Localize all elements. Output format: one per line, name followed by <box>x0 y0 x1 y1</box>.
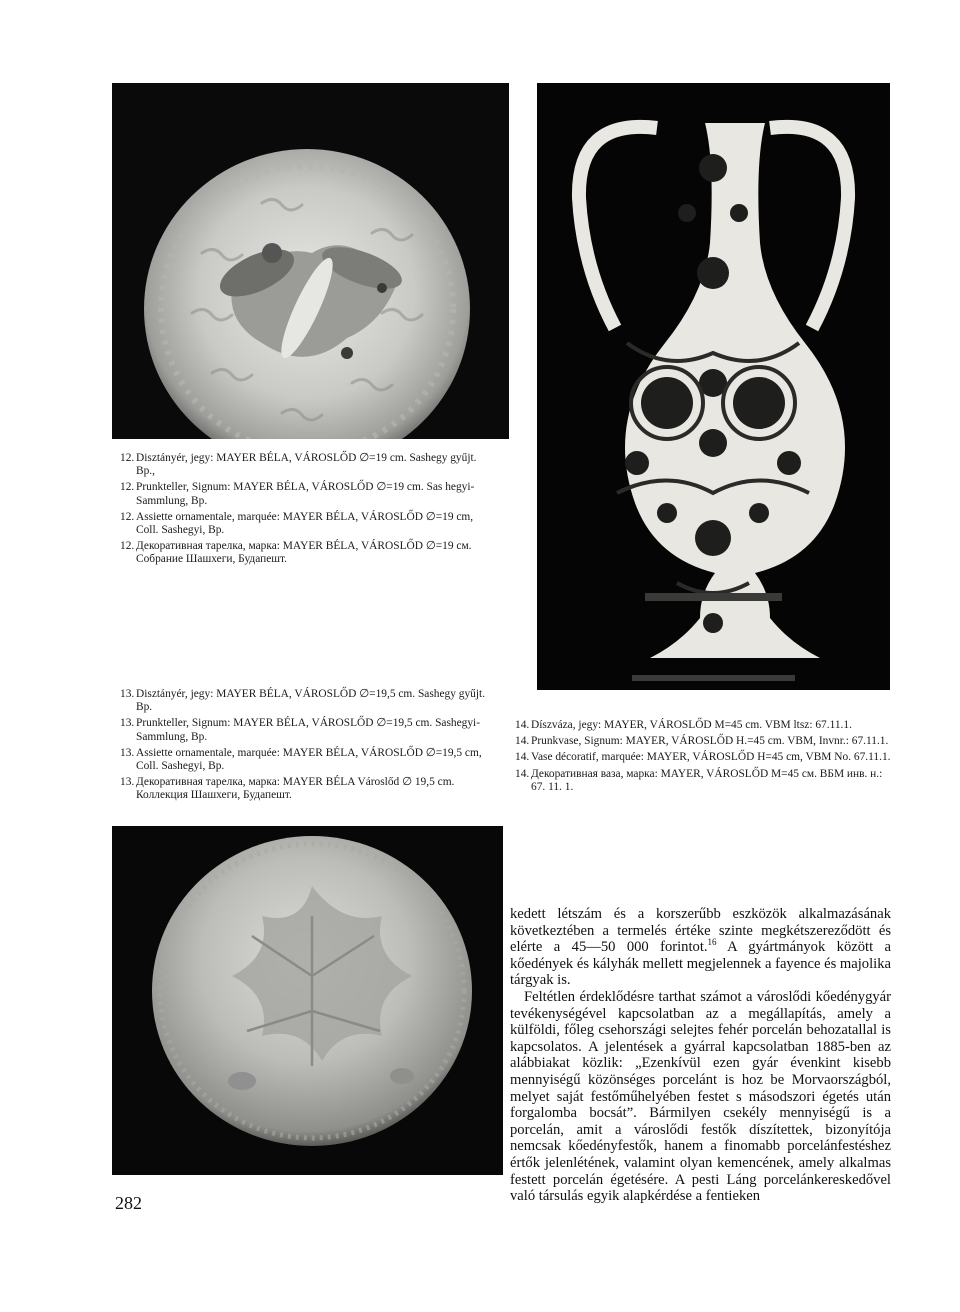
caption-text: Декоративная ваза, марка: MAYER, VÁROSLŐD M=45 см. ВБМ инв. н.: 67. 11. 1. <box>531 767 883 793</box>
caption-text: Díszváza, jegy: MAYER, VÁROSLŐD M=45 cm. VBM ltsz: 67.11.1. <box>531 719 852 731</box>
vase-image <box>537 83 890 690</box>
caption-number: 13. <box>120 776 135 789</box>
caption-line <box>120 717 492 743</box>
caption-number: 12. <box>120 452 135 464</box>
caption-line <box>120 481 492 507</box>
caption-number: 14. <box>515 735 530 748</box>
body-paragraph-1-end: A gyártmányok között a kőedények és kályhák mellett megjelennek a fayence és majolika tárgyak is. <box>510 939 891 989</box>
body-text-column <box>510 906 891 1205</box>
caption-line <box>515 719 893 732</box>
page-number: 282 <box>115 1193 142 1213</box>
caption-text: Prunkteller, Signum: MAYER BÉLA, VÁROSLŐD ∅=19,5 cm. Sashegyi-Sammlung, Bp. <box>136 717 481 743</box>
caption-line <box>515 751 893 764</box>
caption-number: 12. <box>120 510 135 523</box>
body-paragraph-2: Feltétlen érdeklődésre tarthat számot a városlődi kőedénygyár tevékenységével kapcsolatban az a megállapítás, amely a külföldi, főleg csehországi selejtes fehér porcelán behozatallal is kapcsolatos. A jelentések a gyárral kapcsolatban 1885-ben az alábbiakat közlik: „Ezenkívül ezen gyár évenkint kisebb mennyiségű közönséges porcelánt is hoz be Morvaországból, melyet saját festőműhelyében festet s másodszori égetés után forgalomba bocsát”. Bármilyen csekély mennyiségű is a porcelán, amit a városlődi festők díszítettek, bizonyítója nemcsak kőedényfestők, hanem a finomabb porcelánfestéshez értők jelenlétének, valamint olyan kemencének, amely alkalmas festett porcelán égetésére. A pesti Láng porcelánkereskedővel való társulás egyik alapkérdése a fentieken <box>510 988 891 1205</box>
caption-line <box>120 452 492 478</box>
caption-number: 13. <box>120 746 135 759</box>
footnote-ref: 16 <box>707 937 717 948</box>
caption-text: Prunkvase, Signum: MAYER, VÁROSLŐD H.=45 cm. VBM, Invnr.: 67.11.1. <box>531 735 889 748</box>
caption-line <box>515 735 893 748</box>
caption-text: Assiette ornamentale, marquée: MAYER BÉLA, VÁROSLŐD ∅=19,5 cm, Coll. Sashegyi, Bp. <box>136 746 482 773</box>
caption-line <box>120 747 492 773</box>
photo-vase <box>537 83 890 690</box>
caption-number: 14. <box>515 719 530 731</box>
caption-line <box>120 540 492 566</box>
caption-number: 12. <box>120 540 135 553</box>
caption-text: Prunkteller, Signum: MAYER BÉLA, VÁROSLŐD ∅=19 cm. Sas hegyi-Sammlung, Bp. <box>136 481 475 507</box>
caption-number: 12. <box>120 481 135 494</box>
caption-text: Assiette ornamentale, marquée: MAYER BÉLA, VÁROSLŐD ∅=19 cm, Coll. Sashegyi, Bp. <box>136 510 474 537</box>
caption-plate-13 <box>120 688 492 806</box>
caption-plate-14 <box>515 719 893 797</box>
caption-number: 13. <box>120 688 135 700</box>
butterfly-plate-image <box>112 83 509 439</box>
caption-number: 13. <box>120 717 135 730</box>
caption-text: Декоративная тарелка, марка: MAYER BÉLA, VÁROSLŐD ∅=19 см. Собрание Шашхеги, Будапешт. <box>136 540 472 566</box>
caption-text: Декоративная тарелка, марка: MAYER BÉLA Városlőd ∅ 19,5 cm. Коллекция Шашхеги, Будапешт. <box>136 776 455 802</box>
caption-text: Vase décoratif, marquée: MAYER, VÁROSLŐD H=45 cm, VBM No. 67.11.1. <box>531 751 891 764</box>
caption-line <box>120 688 492 714</box>
caption-number: 14. <box>515 767 530 780</box>
caption-plate-12 <box>120 452 492 570</box>
caption-number: 14. <box>515 751 530 764</box>
body-paragraph-1 <box>510 906 891 989</box>
caption-text: Disztányér, jegy: MAYER BÉLA, VÁROSLŐD ∅=19 cm. Sashegy gyűjt. Bp., <box>136 452 477 478</box>
leaf-plate-image <box>112 826 503 1175</box>
photo-leaf-plate <box>112 826 503 1175</box>
body-paragraph-1-start: kedett létszám és a korszerűbb eszközök alkalmazásának következtében a termelés értéke szinte megkétszereződött és elérte a 45—50 000 forintot. <box>510 906 891 956</box>
caption-line <box>120 776 492 802</box>
photo-butterfly-plate <box>112 83 509 439</box>
caption-line <box>120 511 492 537</box>
caption-text: Disztányér, jegy: MAYER BÉLA, VÁROSLŐD ∅=19,5 cm. Sashegy gyűjt. Bp. <box>136 688 486 714</box>
caption-line <box>515 768 893 794</box>
